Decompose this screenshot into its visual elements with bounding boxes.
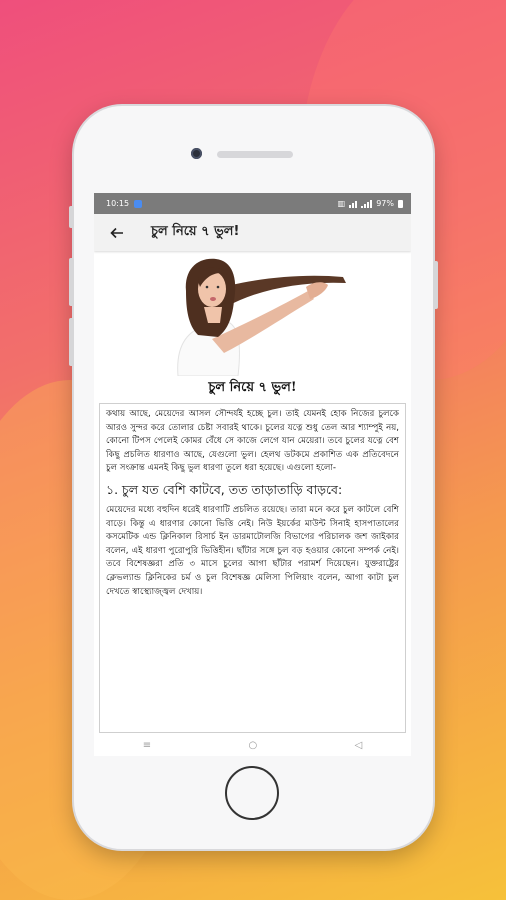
phone-power-button (433, 261, 438, 309)
article-heading: ১. চুল যত বেশি কাটবে, তত তাড়াতাড়ি বাড়বে: (106, 481, 343, 497)
earpiece-speaker (217, 151, 293, 158)
article-image (94, 251, 411, 376)
wifi-signal-icon (349, 200, 357, 208)
back-nav-icon[interactable]: ◁ (354, 739, 363, 751)
arrow-back-icon[interactable] (105, 221, 129, 245)
app-bar (94, 214, 411, 251)
image-caption: চুল নিয়ে ৭ ভুল! (208, 380, 297, 395)
phone-home-button[interactable] (225, 766, 279, 820)
home-icon[interactable]: ○ (248, 739, 258, 751)
front-camera (191, 148, 202, 159)
app-screen (94, 193, 411, 756)
phone-volume-down (69, 318, 74, 366)
cell-signal-icon (361, 200, 372, 208)
article-intro: কথায় আছে, মেয়েদের আসল সৌন্দর্যই হচ্ছে চুল। তাই যেমনই হোক নিজের চুলকে আরও সুন্দর করে তোলার চেষ্টা সবারই থাকে। চুলের যত্নে শুধু তেল আর শ্যাম্পুই নয়, কোনো টিপস পেলেই কোমর বেঁধে সে কাজে লেগে যান মেয়েরা। তবে চুলের যত্নে বেশ কিছু প্রচলিত ধারণাও আছে, যেগুলো ভুল। হেলথ ডটকমে প্রকাশিত এক প্রতিবেদনে চুল সংক্রান্ত এমনই কিছু ভুল ধারণা তুলে ধরা হয়েছে। এগুলো হলো- (106, 409, 399, 474)
battery-percent: 97% (376, 199, 394, 208)
article-body[interactable] (99, 403, 406, 733)
phone-frame (74, 106, 433, 849)
android-nav-bar (94, 734, 411, 756)
recents-icon[interactable]: ≡ (142, 739, 152, 751)
vibrate-icon: ▥ (337, 199, 346, 208)
notification-icon (134, 200, 142, 208)
article-paragraph: মেয়েদের মধ্যে বহুদিন ধরেই ধারণাটি প্রচলিত রয়েছে। তারা মনে করে চুল কাটলে বেশি বাড়ে। কিন্তু এ ধারণার কোনো ভিত্তি নেই। নিউ ইয়র্কের মাউন্ট সিনাই হাসপাতালের কসমেটিক এন্ড ক্লিনিকাল রিসার্চ ইন ডারমাটোলজি বিভাগের পরিচালক জশ জাইকার বলেন, এই ধারণা পুরোপুরি ভিত্তিহীন। ছাঁটার সঙ্গে চুল বড় হওয়ার কোনো সম্পর্ক নেই। তবে বিশেষজ্ঞরা প্রতি ৩ মাসে চুলের আগা ছাঁটার পরামর্শ দিয়েছেন। যুক্তরাষ্ট্রের ক্লেভল্যান্ড ক্লিনিকের চর্ম ও চুল বিশেষজ্ঞ মেলিসা পিলিয়াং বলেন, আগা কাটা চুল দেখতে স্বাস্থ্যোজ্জ্বল দেখায়। (106, 504, 399, 597)
status-bar (94, 193, 411, 214)
phone-volume-up (69, 258, 74, 306)
page-title: চুল নিয়ে ৭ ভুল! (151, 224, 240, 239)
phone-silent-switch (69, 206, 74, 228)
battery-icon (398, 200, 403, 208)
status-time: 10:15 (106, 199, 130, 208)
